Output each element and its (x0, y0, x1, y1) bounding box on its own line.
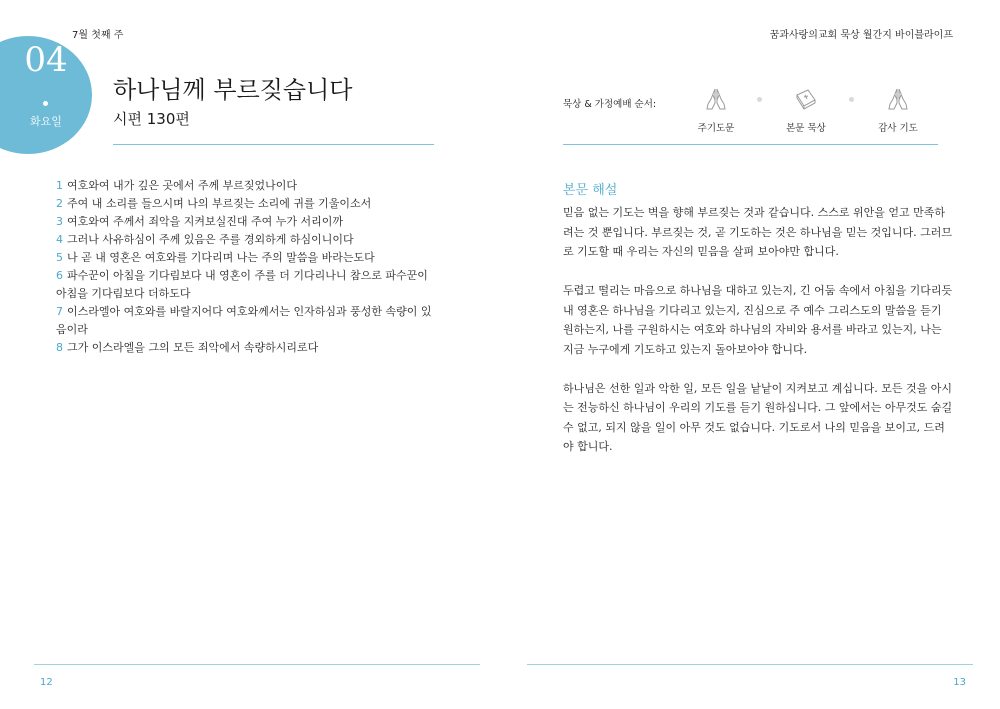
step-label: 감사 기도 (878, 123, 918, 134)
verse-text: 이스라엘아 여호와를 바랄지어다 여호와께서는 인자하심과 풍성한 속량이 있음이라 (56, 305, 432, 336)
verse-text: 그가 이스라엘을 그의 모든 죄악에서 속량하시리로다 (67, 341, 319, 354)
step-scripture-meditation (771, 86, 841, 134)
verse-number: 8 (56, 341, 63, 354)
footer-divider-left (34, 664, 480, 665)
day-weekday: 화요일 (30, 115, 62, 128)
verse-text: 여호와여 내가 깊은 곳에서 주께 부르짖었나이다 (67, 179, 298, 192)
page-number-left: 12 (40, 677, 53, 688)
praying-hands-icon (681, 86, 751, 116)
explanation-body (563, 203, 953, 476)
day-number: 04 (24, 40, 68, 80)
verse-number: 3 (56, 215, 63, 228)
explanation-heading: 본문 해설 (563, 183, 618, 198)
step-thanksgiving-prayer (863, 86, 933, 134)
verse-text: 주여 내 소리를 들으시며 나의 부르짖는 소리에 귀를 기울이소서 (67, 197, 372, 210)
verse (56, 339, 436, 357)
verse-number: 7 (56, 305, 63, 318)
scripture-text (56, 177, 436, 357)
week-label: 7월 첫째 주 (72, 30, 124, 41)
bible-book-icon (771, 86, 841, 116)
verse (56, 177, 436, 195)
verse (56, 195, 436, 213)
verse-text: 나 곧 내 영혼은 여호와를 기다리며 나는 주의 말씀을 바라는도다 (67, 251, 375, 264)
verse (56, 249, 436, 267)
verse (56, 303, 436, 339)
praying-hands-icon (863, 86, 933, 116)
separator-dot (849, 97, 854, 102)
worship-order-divider (563, 144, 938, 145)
footer-divider-right (527, 664, 973, 665)
verse-text: 그러나 사유하심이 주께 있음은 주를 경외하게 하심이니이다 (67, 233, 354, 246)
explanation-paragraph: 믿음 없는 기도는 벽을 향해 부르짖는 것과 같습니다. 스스로 위안을 얻고 만족하려는 것 뿐입니다. 부르짖는 것, 곧 기도하는 것은 하나님을 믿는 것입니다. 그러므로 기도할 때 우리는 자신의 믿음을 살펴 보아야만 합니다. (563, 206, 952, 258)
verse-text: 파수꾼이 아침을 기다림보다 내 영혼이 주를 더 기다리나니 참으로 파수꾼이 아침을 기다림보다 더하도다 (56, 269, 428, 300)
verse-number: 1 (56, 179, 63, 192)
verse-number: 4 (56, 233, 63, 246)
verse-number: 5 (56, 251, 63, 264)
explanation-paragraph: 하나님은 선한 일과 악한 일, 모든 일을 낱낱이 지켜보고 계십니다. 모든 것을 아시는 전능하신 하나님이 우리의 기도를 듣기 원하십니다. 그 앞에서는 아무것도 숨길 수 없고, 되지 않을 일이 아무 것도 없습니다. 기도로서 나의 믿음을 보이고, 드려야 합니다. (563, 381, 953, 453)
verse-number: 6 (56, 269, 63, 282)
worship-order-label: 묵상 & 가정예배 순서: (563, 99, 657, 110)
day-dot (43, 101, 48, 106)
page-title: 하나님께 부르짖습니다 (113, 76, 353, 104)
scripture-reference: 시편 130편 (113, 110, 190, 128)
title-divider (113, 144, 434, 145)
verse (56, 267, 436, 303)
day-badge (0, 36, 92, 154)
verse (56, 213, 436, 231)
publication-title: 꿈과사랑의교회 묵상 월간지 바이블라이프 (769, 30, 953, 41)
step-lords-prayer (681, 86, 751, 134)
step-label: 주기도문 (697, 123, 735, 134)
separator-dot (757, 97, 762, 102)
step-label: 본문 묵상 (786, 123, 826, 134)
page-number-right: 13 (953, 677, 966, 688)
explanation-paragraph: 두렵고 떨리는 마음으로 하나님을 대하고 있는지, 긴 어둠 속에서 아침을 기다리듯 내 영혼은 하나님을 기다리고 있는지, 진심으로 주 예수 그리스도의 말씀을 듣기 원하는지, 나를 구원하시는 여호와 하나님의 자비와 용서를 바라고 있는지, 나는 지금 누구에게 기도하고 있는지 돌아보아야 합니다. (563, 284, 953, 356)
verse-number: 2 (56, 197, 63, 210)
verse-text: 여호와여 주께서 죄악을 지켜보실진대 주여 누가 서리이까 (67, 215, 344, 228)
verse (56, 231, 436, 249)
